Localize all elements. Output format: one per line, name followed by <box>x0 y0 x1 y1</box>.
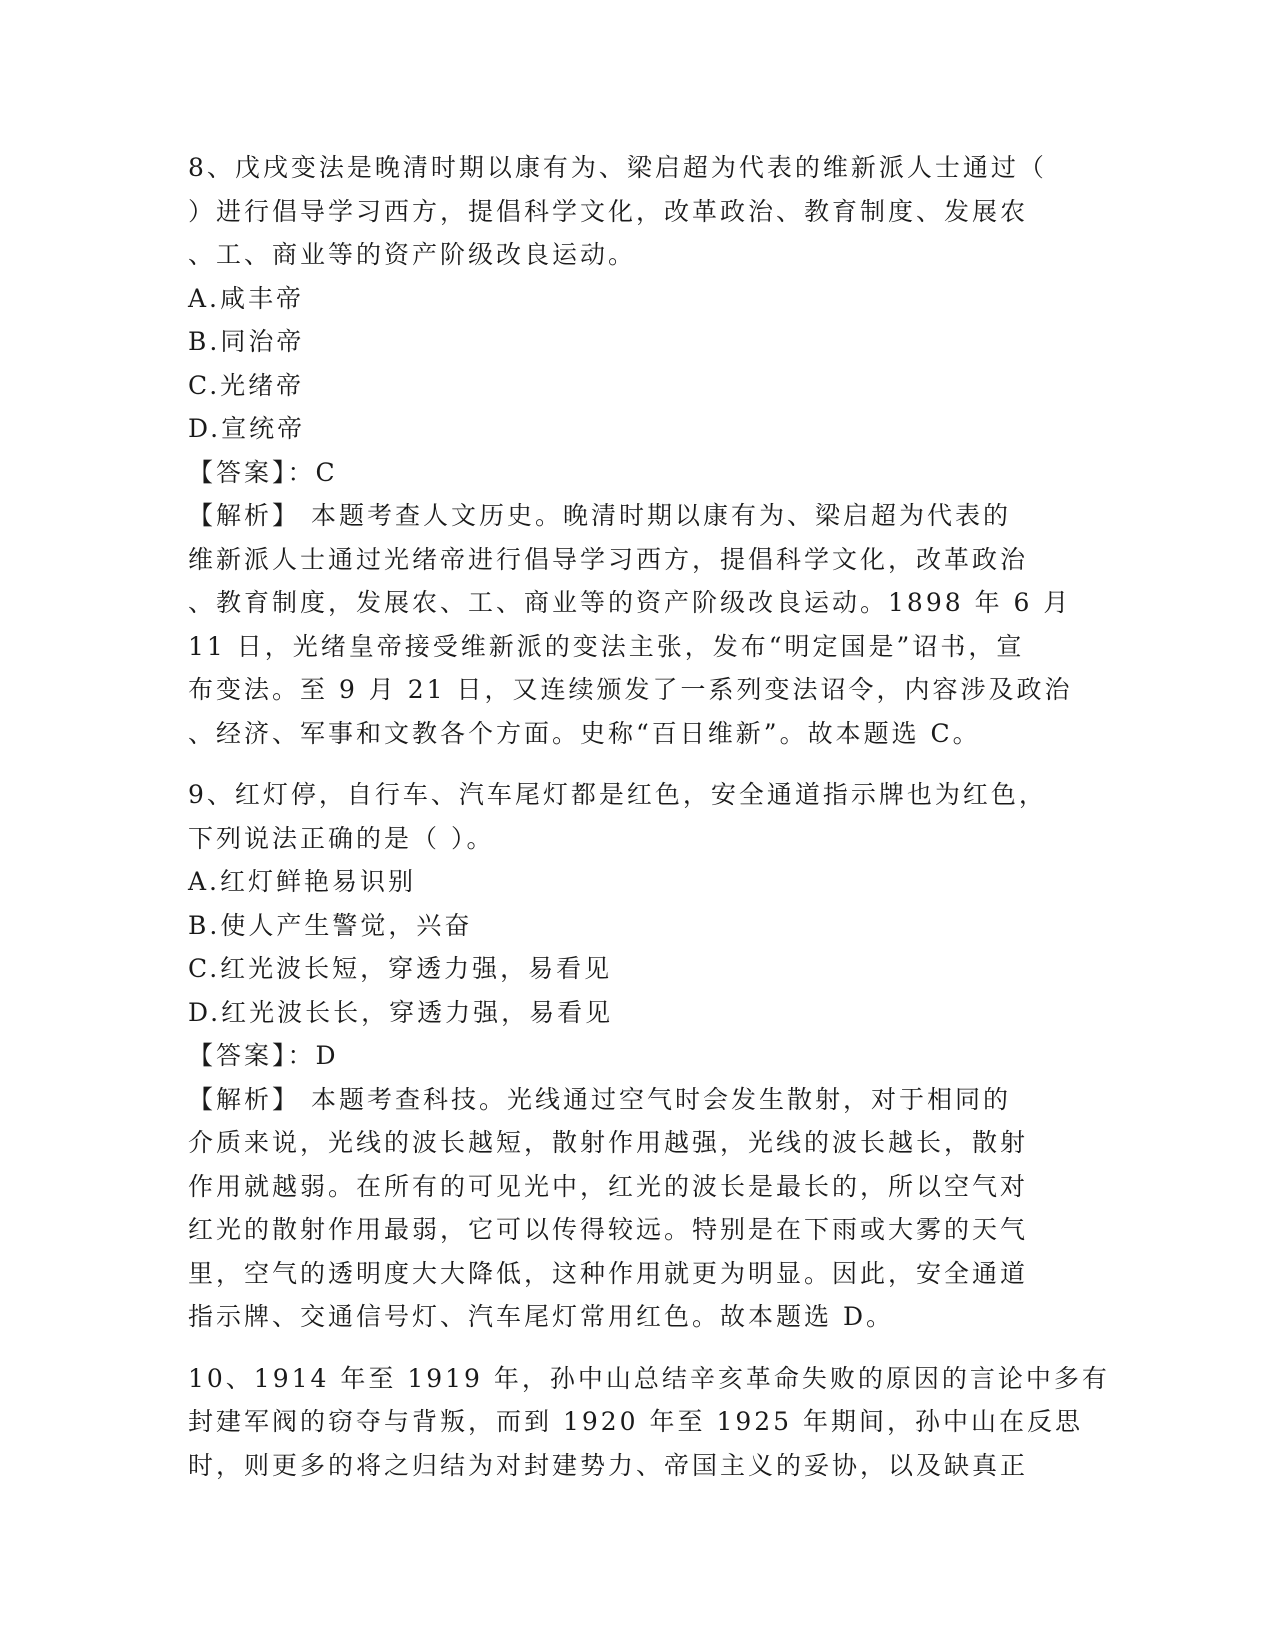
question-8 <box>188 146 1088 755</box>
question-8-option-c: C.光绪帝 <box>188 370 305 400</box>
question-9-analysis-line: 【解析】 本题考查科技。光线通过空气时会发生散射，对于相同的 <box>188 1084 1011 1114</box>
question-spacer <box>188 1339 1088 1357</box>
question-8-option-d: D.宣统帝 <box>188 414 306 443</box>
question-9 <box>188 773 1088 1339</box>
question-8-analysis-line: 、经济、军事和文教各个方面。史称“百日维新”。故本题选 C。 <box>188 718 981 748</box>
question-10-stem-line: 时，则更多的将之归结为对封建势力、帝国主义的妥协，以及缺真正 <box>188 1450 1029 1480</box>
question-9-option-c: C.红光波长短，穿透力强，易看见 <box>188 954 613 983</box>
question-8-stem-line: 、工、商业等的资产阶级改良运动。 <box>188 240 637 269</box>
question-8-stem-line: ）进行倡导学习西方，提倡科学文化，改革政治、教育制度、发展农 <box>188 196 1029 226</box>
question-9-option-a: A.红灯鲜艳易识别 <box>188 867 417 896</box>
question-9-analysis-line: 里，空气的透明度大大降低，这种作用就更为明显。因此，安全通道 <box>188 1258 1029 1288</box>
question-9-stem-line: 下列说法正确的是（ ）。 <box>188 823 495 853</box>
question-8-analysis-line: 【解析】 本题考查人文历史。晚清时期以康有为、梁启超为代表的 <box>188 501 1011 530</box>
question-8-analysis-line: 11 日，光绪皇帝接受维新派的变法主张，发布“明定国是”诏书，宣 <box>188 631 1025 661</box>
question-8-analysis-line: 布变法。至 9 月 21 日，又连续颁发了一系列变法诏令，内容涉及政治 <box>188 675 1073 704</box>
question-9-analysis-line: 介质来说，光线的波长越短，散射作用越强，光线的波长越长，散射 <box>188 1128 1029 1157</box>
question-8-stem-line: 8、戊戌变法是晚清时期以康有为、梁启超为代表的维新派人士通过（ <box>188 153 1047 182</box>
question-9-answer: 【答案】：D <box>188 1041 339 1070</box>
question-9-analysis-line: 作用就越弱。在所有的可见光中，红光的波长是最长的，所以空气对 <box>188 1171 1029 1201</box>
question-9-analysis-line: 红光的散射作用最弱，它可以传得较远。特别是在下雨或大雾的天气 <box>188 1215 1029 1244</box>
question-9-stem-line: 9、红灯停，自行车、汽车尾灯都是红色，安全通道指示牌也为红色， <box>188 780 1047 809</box>
question-8-answer: 【答案】：C <box>188 457 338 487</box>
question-9-option-b: B.使人产生警觉，兴奋 <box>188 910 473 940</box>
question-9-analysis-line: 指示牌、交通信号灯、汽车尾灯常用红色。故本题选 D。 <box>188 1302 894 1331</box>
question-10-stem-line: 封建军阀的窃夺与背叛，而到 1920 年至 1925 年期间，孙中山在反思 <box>188 1407 1084 1436</box>
question-10 <box>188 1357 1110 1488</box>
question-8-analysis-line: 维新派人士通过光绪帝进行倡导学习西方，提倡科学文化，改革政治 <box>188 544 1029 574</box>
document-content <box>188 146 1110 1487</box>
question-8-analysis-line: 、教育制度，发展农、工、商业等的资产阶级改良运动。1898 年 6 月 <box>188 588 1072 617</box>
question-9-option-d: D.红光波长长，穿透力强，易看见 <box>188 997 614 1027</box>
question-8-option-a: A.咸丰帝 <box>188 283 305 313</box>
question-8-option-b: B.同治帝 <box>188 327 305 356</box>
question-spacer <box>188 755 1088 773</box>
question-10-stem-line: 10、1914 年至 1919 年，孙中山总结辛亥革命失败的原因的言论中多有 <box>188 1363 1110 1393</box>
